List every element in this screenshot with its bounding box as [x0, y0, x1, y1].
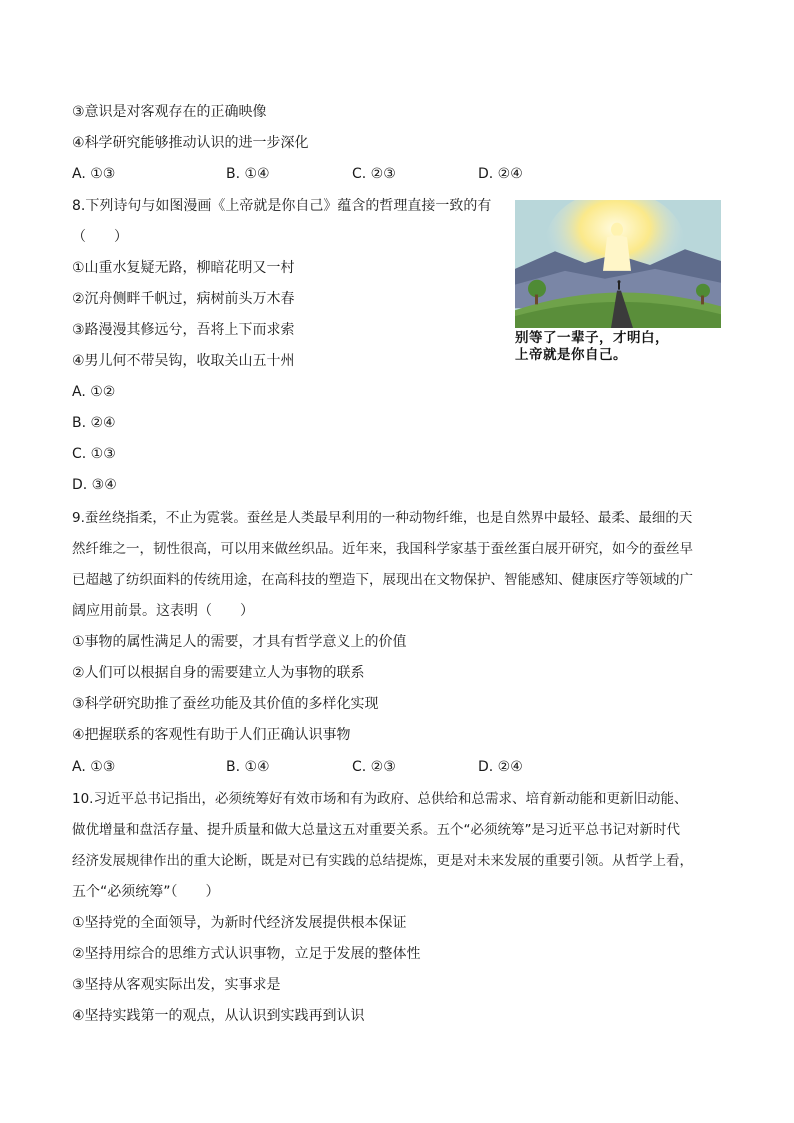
- q8-item-3: ③路漫漫其修远兮，吾将上下而求索: [72, 322, 295, 338]
- q9-item-1: ①事物的属性满足人的需要，才具有哲学意义上的价值: [72, 634, 407, 650]
- q7-item-3: ③意识是对客观存在的正确映像: [72, 104, 267, 120]
- q9-stem-line-4: 阔应用前景。这表明（ ）: [72, 603, 254, 619]
- q9-item-3: ③科学研究助推了蚕丝功能及其价值的多样化实现: [72, 696, 379, 712]
- comic-caption-line-2: 上帝就是你自己。: [515, 347, 627, 363]
- q7-item-4: ④科学研究能够推动认识的进一步深化: [72, 135, 309, 151]
- q9-item-4: ④把握联系的客观性有助于人们正确认识事物: [72, 727, 351, 743]
- q10-item-3: ③坚持从客观实际出发，实事求是: [72, 977, 281, 993]
- q7-option-a: A. ①③: [72, 166, 116, 182]
- q9-item-2: ②人们可以根据自身的需要建立人为事物的联系: [72, 665, 365, 681]
- q8-option-a: A. ①②: [72, 384, 116, 400]
- q9-option-d: D. ②④: [478, 759, 523, 775]
- q7-option-c: C. ②③: [352, 166, 396, 182]
- q9-option-b: B. ①④: [226, 759, 270, 775]
- q9-stem-line-3: 已超越了纺织面料的传统用途，在高科技的塑造下，展现出在文物保护、智能感知、健康医疗等领域的广: [72, 572, 693, 588]
- q7-option-d: D. ②④: [478, 166, 523, 182]
- q9-option-c: C. ②③: [352, 759, 396, 775]
- q8-item-1: ①山重水复疑无路，柳暗花明又一村: [72, 260, 295, 276]
- q10-stem-line-4: 五个“必须统筹”（ ）: [72, 884, 220, 900]
- comic-caption: [515, 330, 730, 364]
- q10-item-1: ①坚持党的全面领导，为新时代经济发展提供根本保证: [72, 915, 407, 931]
- q7-option-b: B. ①④: [226, 166, 270, 182]
- q8-option-d: D. ③④: [72, 477, 117, 493]
- q8-item-4: ④男儿何不带吴钩，收取关山五十州: [72, 353, 295, 369]
- q8-option-c: C. ①③: [72, 446, 116, 462]
- q10-stem-line-3: 经济发展规律作出的重大论断，既是对已有实践的总结提炼，更是对未来发展的重要引领。从哲学上看，: [72, 853, 693, 869]
- comic-caption-line-1: 别等了一辈子，才明白，: [515, 330, 669, 346]
- q10-item-4: ④坚持实践第一的观点，从认识到实践再到认识: [72, 1008, 365, 1024]
- q10-stem-line-1: 10.习近平总书记指出，必须统筹好有效市场和有为政府、总供给和总需求、培育新动能和更新旧动能、: [72, 791, 688, 807]
- comic-illustration: [515, 200, 721, 328]
- q8-answer-bracket: （ ）: [72, 229, 128, 245]
- q10-item-2: ②坚持用综合的思维方式认识事物，立足于发展的整体性: [72, 946, 421, 962]
- q9-stem-line-2: 然纤维之一，韧性很高，可以用来做丝织品。近年来，我国科学家基于蚕丝蛋白展开研究，如今的蚕丝早: [72, 541, 693, 557]
- q8-option-b: B. ②④: [72, 415, 116, 431]
- q8-item-2: ②沉舟侧畔千帆过，病树前头万木春: [72, 291, 295, 307]
- q10-stem-line-2: 做优增量和盘活存量、提升质量和做大总量这五对重要关系。五个“必须统筹”是习近平总书记对新时代: [72, 822, 680, 838]
- q8-stem: 8.下列诗句与如图漫画《上帝就是你自己》蕴含的哲理直接一致的有: [72, 198, 492, 214]
- q9-stem-line-1: 9.蚕丝绕指柔，不止为霓裳。蚕丝是人类最早利用的一种动物纤维，也是自然界中最轻、最柔、最细的天: [72, 510, 693, 526]
- q9-option-a: A. ①③: [72, 759, 116, 775]
